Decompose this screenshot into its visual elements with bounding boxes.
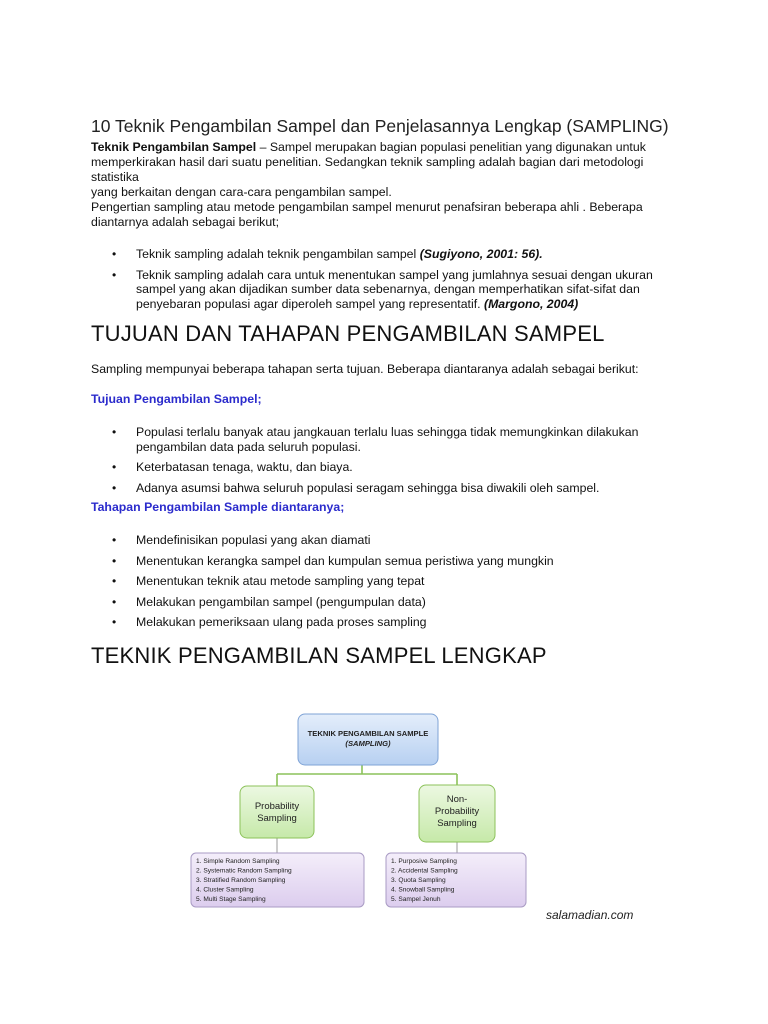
list-item: • Melakukan pengambilan sampel (pengumpulan data): [112, 594, 426, 609]
list-item: 4. Cluster Sampling: [196, 886, 254, 894]
list-item: 1. Purposive Sampling: [391, 858, 457, 865]
list-item: • Mendefinisikan populasi yang akan diamati: [112, 533, 371, 547]
list-item: 1. Simple Random Sampling: [196, 858, 280, 865]
bullet-icon: •: [112, 594, 117, 609]
purpose-heading: Tujuan Pengambilan Sampel;: [91, 392, 262, 406]
bullet-icon: •: [112, 574, 117, 588]
list-item: 2. Systematic Random Sampling: [196, 867, 292, 875]
definition-text-1: Pengertian sampling atau metode pengambilan sampel menurut penafsiran beberapa ahli . Beberapa: [91, 200, 643, 214]
list-item: 5. Multi Stage Sampling: [196, 896, 266, 903]
root-label-2: (SAMPLING): [345, 739, 391, 748]
definition-paragraph: [91, 200, 691, 230]
list-item: • Keterbatasan tenaga, waktu, dan biaya.: [112, 460, 353, 474]
list-item: • Menentukan teknik atau metode sampling yang tepat: [112, 574, 425, 588]
list-item: 3. Quota Sampling: [391, 877, 446, 884]
intro-paragraph: [91, 140, 691, 200]
bullet-icon: •: [112, 480, 117, 495]
list-item: • Populasi terlalu banyak atau jangkauan terlalu luas sehingga tidak memungkinkan dilakukan pengambilan data pada seluruh populasi.: [112, 425, 639, 454]
list-item: 5. Sampel Jenuh: [391, 896, 441, 903]
bullet-icon: •: [112, 267, 117, 282]
steps-heading: Tahapan Pengambilan Sample diantaranya;: [91, 500, 345, 514]
article-title: 10 Teknik Pengambilan Sampel dan Penjelasannya Lengkap (SAMPLING): [91, 116, 669, 136]
list-item: • Teknik sampling adalah cara untuk menentukan sampel yang jumlahnya sesuai dengan ukuran sampel yang akan dijadikan sumber data sebenarnya, dengan memperhatikan sifat-sifat dan penyebaran populasi agar diperoleh sampel yang representatif. (Margono, 2004): [112, 267, 653, 311]
definition-text-2: diantarnya adalah sebagai berikut;: [91, 215, 280, 229]
bullet-icon: •: [112, 425, 117, 439]
purpose-list: [112, 425, 672, 501]
probability-node: [240, 786, 314, 838]
probability-label-2: Sampling: [257, 813, 297, 824]
list-item: • Teknik sampling adalah teknik pengambilan sampel (Sugiyono, 2001: 56).: [112, 247, 543, 261]
connector-lines: [277, 765, 457, 786]
citation: (Sugiyono, 2001: 56).: [419, 247, 543, 261]
non-probability-label-1: Non-: [446, 794, 468, 805]
list-item: • Melakukan pemeriksaan ulang pada proses sampling: [112, 615, 427, 629]
list-item: 4. Snowball Sampling: [391, 886, 455, 894]
intro-text-3: yang berkaitan dengan cara-cara pengambilan sampel.: [91, 185, 392, 199]
definition-list: [112, 247, 672, 317]
list-item: 2. Accidental Sampling: [391, 867, 458, 875]
probability-label-1: Probability: [254, 801, 300, 812]
section-lead: Sampling mempunyai beberapa tahapan serta tujuan. Beberapa diantaranya adalah sebagai berikut:: [91, 362, 639, 376]
intro-text-1: – Sampel merupakan bagian populasi penelitian yang digunakan untuk: [256, 140, 646, 154]
bullet-icon: •: [112, 247, 117, 261]
non-probability-label-3: Sampling: [437, 818, 477, 829]
steps-list: [112, 533, 672, 636]
list-item: • Menentukan kerangka sampel dan kumpulan semua peristiwa yang mungkin: [112, 553, 554, 568]
list-item: 3. Stratified Random Sampling: [196, 877, 286, 884]
image-credit: salamadian.com: [546, 908, 634, 922]
bullet-icon: •: [112, 533, 117, 547]
intro-term: Teknik Pengambilan Sampel: [91, 140, 257, 154]
bullet-icon: •: [112, 615, 117, 629]
non-probability-label-2: Probability: [434, 806, 480, 817]
section-heading-techniques: TEKNIK PENGAMBILAN SAMPEL LENGKAP: [91, 643, 547, 668]
bullet-icon: •: [112, 553, 117, 568]
citation: (Margono, 2004): [483, 296, 579, 311]
list-item: • Adanya asumsi bahwa seluruh populasi seragam sehingga bisa diwakili oleh sampel.: [112, 480, 600, 495]
root-label-1: TEKNIK PENGAMBILAN SAMPLE: [307, 729, 429, 738]
intro-text-2: memperkirakan hasil dari suatu penelitian. Sedangkan teknik sampling adalah bagian dari metodologi statistika: [91, 155, 644, 184]
section-heading-purpose: TUJUAN DAN TAHAPAN PENGAMBILAN SAMPEL: [91, 321, 605, 346]
sampling-diagram: [190, 712, 530, 912]
bullet-icon: •: [112, 460, 117, 474]
